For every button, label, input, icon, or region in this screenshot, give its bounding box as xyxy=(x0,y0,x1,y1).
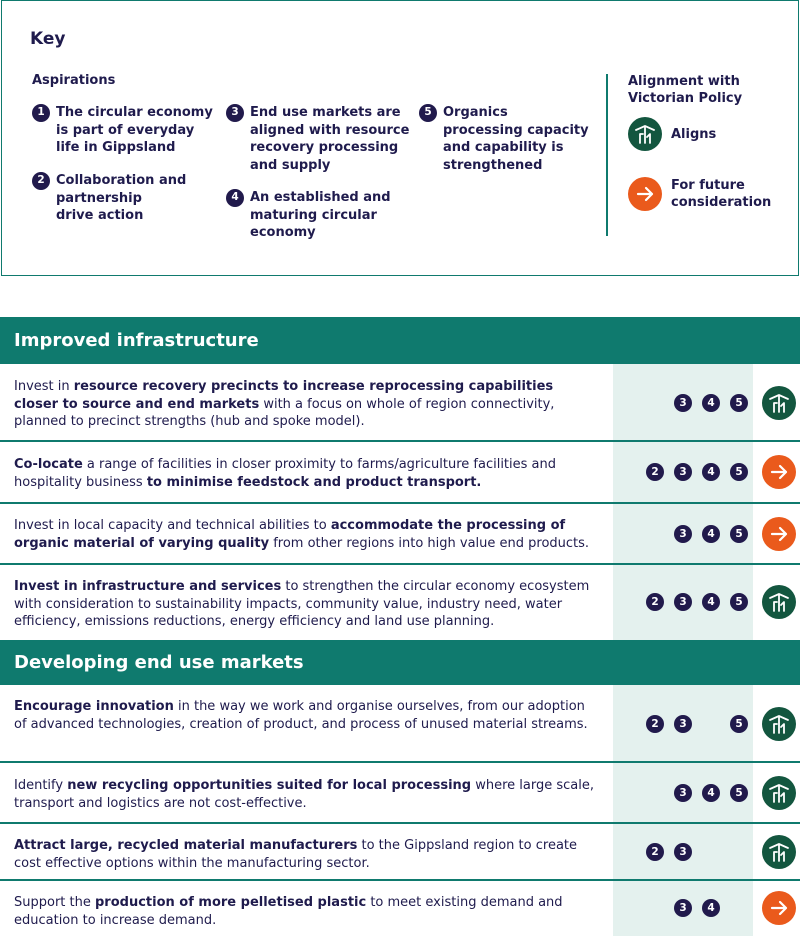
action-highlight: accommodate the processing of organic material of varying quality xyxy=(14,518,566,551)
legend-label: For future consideration xyxy=(671,178,772,210)
aspiration-numbers xyxy=(613,784,753,802)
section-header xyxy=(0,640,800,685)
aspiration-number-badge: 3 xyxy=(674,843,692,861)
aspiration-numbers xyxy=(613,463,753,481)
key-title: Key xyxy=(30,29,66,49)
aspiration-text: Organics processing capacity and capability is strengthened xyxy=(443,105,589,173)
action-text: Identify xyxy=(14,778,68,793)
aspiration-number-badge: 4 xyxy=(702,463,720,481)
aspiration-number-badge: 5 xyxy=(730,715,748,733)
arrow-right-icon xyxy=(762,891,796,925)
row-divider xyxy=(0,822,800,824)
aspiration-number-badge: 2 xyxy=(646,715,664,733)
action-text: in the way we work and organise ourselves, from our adoption of advanced technologies, creation of product, and process of unused material streams. xyxy=(14,699,588,732)
aspiration-number-badge: 5 xyxy=(730,784,748,802)
table-row xyxy=(0,503,800,564)
table-row xyxy=(0,364,800,441)
table-row xyxy=(0,880,800,936)
aspiration-number-badge: 5 xyxy=(730,593,748,611)
aligns-icon xyxy=(762,835,796,869)
action-text: to strengthen the circular economy ecosystem with consideration to sustainability impacts, community value, industry need, water efficiency, emissions reductions, energy efficiency and land use planning. xyxy=(14,579,590,629)
aspiration-number-badge: 1 xyxy=(32,104,50,122)
key-divider xyxy=(606,74,608,236)
aspiration-3 xyxy=(226,104,409,174)
action-highlight: resource recovery precincts to increase reprocessing capabilities closer to source and end markets xyxy=(14,379,554,412)
legend-future xyxy=(628,177,771,211)
action-text: where large scale, transport and logistics are not cost-effective. xyxy=(14,778,595,811)
aspiration-2 xyxy=(32,172,186,225)
aspiration-number-badge: 3 xyxy=(674,593,692,611)
aspiration-numbers xyxy=(613,394,753,412)
aspiration-number-badge: 4 xyxy=(702,525,720,543)
aligns-icon xyxy=(628,117,662,151)
action-text: Invest in local capacity and technical abilities to xyxy=(14,518,331,533)
action-description xyxy=(14,837,598,872)
section-header xyxy=(0,317,800,364)
aspiration-number-badge: 4 xyxy=(226,189,244,207)
aspiration-number-badge: 4 xyxy=(702,394,720,412)
aspiration-number-badge: 5 xyxy=(730,394,748,412)
action-highlight: Encourage innovation xyxy=(14,699,174,714)
aspiration-5 xyxy=(419,104,589,174)
aspiration-numbers xyxy=(613,525,753,543)
row-divider xyxy=(0,502,800,504)
action-description xyxy=(14,777,598,812)
aspiration-number-badge: 3 xyxy=(674,394,692,412)
action-text: Invest in xyxy=(14,379,74,394)
section-title: Improved infrastructure xyxy=(14,330,259,351)
action-highlight: Co-locate xyxy=(14,457,83,472)
aspiration-number-badge: 4 xyxy=(702,593,720,611)
action-highlight: to minimise feedstock and product transport. xyxy=(146,474,482,490)
table-row xyxy=(0,441,800,503)
aspiration-number-badge: 3 xyxy=(226,104,244,122)
action-text: Support the xyxy=(14,895,95,910)
table-row xyxy=(0,823,800,880)
legend-label: Aligns xyxy=(671,126,717,142)
aspiration-number-badge: 3 xyxy=(674,784,692,802)
action-text: from other regions into high value end products. xyxy=(269,535,590,551)
aspiration-number-badge: 3 xyxy=(674,715,692,733)
action-text: with a focus on whole of region connectivity, planned to precinct strengths (hub and spoke model). xyxy=(14,396,555,429)
action-description xyxy=(14,578,598,631)
action-highlight: Invest in infrastructure and services xyxy=(14,579,282,594)
aspiration-number-badge: 2 xyxy=(32,172,50,190)
action-text: to meet existing demand and education to increase demand. xyxy=(14,895,563,928)
section-title: Developing end use markets xyxy=(14,652,304,673)
aspiration-number-badge: 2 xyxy=(646,843,664,861)
table-row xyxy=(0,564,800,640)
key-panel xyxy=(1,0,799,276)
action-description xyxy=(14,698,598,733)
aspiration-number-badge: 3 xyxy=(674,525,692,543)
aligns-icon xyxy=(762,776,796,810)
action-description xyxy=(14,456,598,491)
arrow-right-icon xyxy=(762,455,796,489)
aligns-icon xyxy=(762,386,796,420)
aspiration-number-badge: 2 xyxy=(646,593,664,611)
aspiration-number-badge: 3 xyxy=(674,463,692,481)
arrow-right-icon xyxy=(762,517,796,551)
aspiration-text: End use markets are aligned with resource recovery processing and supply xyxy=(250,105,410,173)
action-text: a range of facilities in closer proximity to farms/agriculture facilities and hospitality business xyxy=(14,457,556,490)
aspiration-numbers xyxy=(613,715,753,733)
aspiration-4 xyxy=(226,189,391,242)
arrow-right-icon xyxy=(628,177,662,211)
row-divider xyxy=(0,761,800,763)
aspiration-number-badge: 3 xyxy=(674,899,692,917)
aspiration-number-badge: 4 xyxy=(702,784,720,802)
aspiration-text: An established and maturing circular economy xyxy=(250,190,391,240)
aspiration-1 xyxy=(32,104,213,157)
row-divider xyxy=(0,563,800,565)
alignment-title: Alignment with Victorian Policy xyxy=(628,74,743,106)
aspiration-number-badge: 5 xyxy=(730,525,748,543)
aligns-icon xyxy=(762,707,796,741)
aspiration-numbers xyxy=(613,593,753,611)
action-highlight: new recycling opportunities suited for local processing xyxy=(67,778,472,793)
aspiration-number-badge: 4 xyxy=(702,899,720,917)
aspiration-text: The circular economy is part of everyday life in Gippsland xyxy=(56,105,213,155)
action-highlight: Attract large, recycled material manufacturers xyxy=(14,838,358,853)
action-description xyxy=(14,378,598,431)
aspiration-text: Collaboration and partnership drive action xyxy=(56,173,187,223)
action-text: to the Gippsland region to create cost effective options within the manufacturing sector. xyxy=(14,838,578,871)
aspiration-number-badge: 5 xyxy=(730,463,748,481)
aspiration-number-badge: 5 xyxy=(419,104,437,122)
action-highlight: production of more pelletised plastic xyxy=(95,895,367,910)
row-divider xyxy=(0,879,800,881)
table-row xyxy=(0,685,800,762)
aligns-icon xyxy=(762,585,796,619)
aspiration-numbers xyxy=(613,843,753,861)
table-row xyxy=(0,762,800,823)
row-divider xyxy=(0,440,800,442)
aspiration-numbers xyxy=(613,899,753,917)
aspiration-number-badge: 2 xyxy=(646,463,664,481)
legend-aligns xyxy=(628,117,716,151)
aspirations-title: Aspirations xyxy=(32,73,116,88)
action-description xyxy=(14,894,598,929)
action-description xyxy=(14,517,598,552)
